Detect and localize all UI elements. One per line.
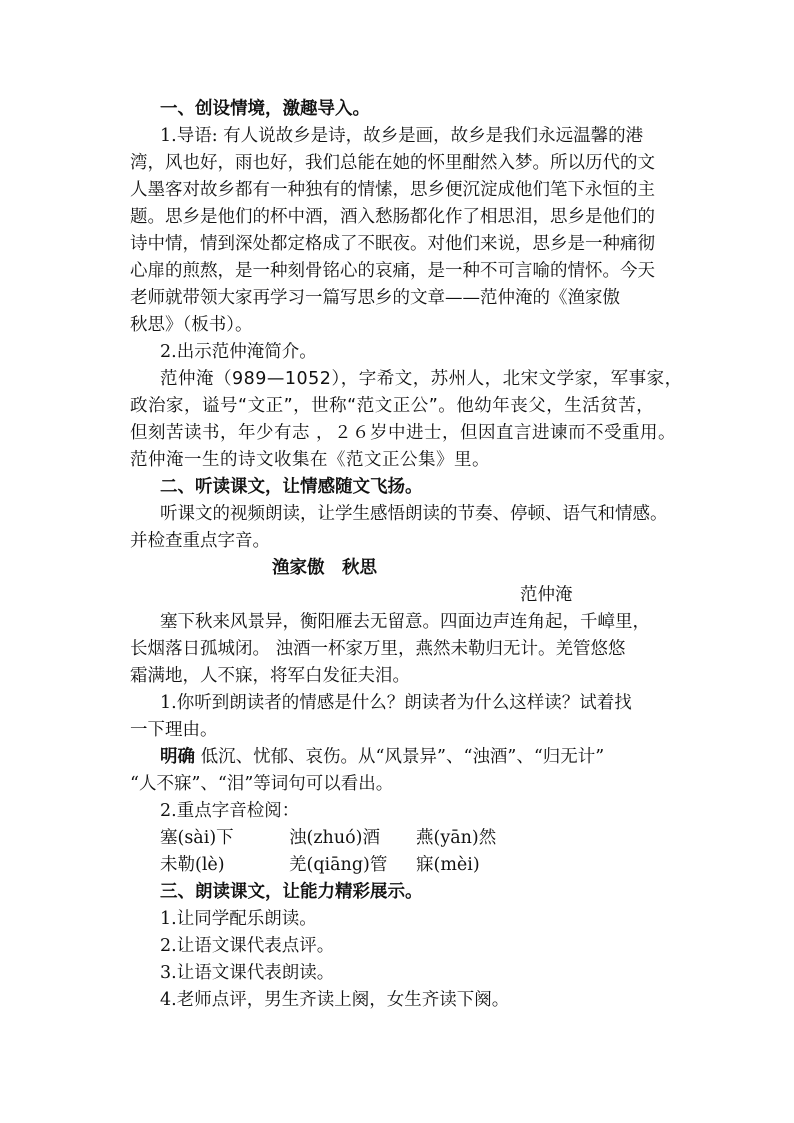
poem-line-2: 长烟落日孤城闭。 浊酒一杯家万里，燕然未勒归无计。羌管悠悠 — [130, 639, 626, 659]
intro-line-7: 老师就带领大家再学习一篇写思乡的文章——范仲淹的《渔家傲 — [130, 288, 620, 308]
question-1-line-1: 1.你听到朗读者的情感是什么？朗读者为什么这样读？试着找 — [160, 693, 632, 713]
pronunciation-item: 塞(sài)下 — [160, 828, 234, 848]
intro-line-3: 人墨客对故乡都有一种独有的情愫，思乡便沉淀成他们笔下永恒的主 — [130, 180, 655, 200]
intro-line-2: 湾，风也好，雨也好，我们总能在她的怀里酣然入梦。所以历代的文 — [130, 153, 655, 173]
reading-item-4: 4.老师点评，男生齐读上阕，女生齐读下阕。 — [160, 990, 510, 1010]
pronunciation-row-2 — [130, 852, 686, 879]
bio-heading: 2.出示范仲淹简介。 — [160, 342, 317, 362]
intro-line-6: 心扉的煎熬，是一种刻骨铭心的哀痛，是一种不可言喻的情怀。今天 — [130, 261, 655, 281]
pronunciation-item: 羌(qiāng)管 — [289, 855, 388, 875]
pronunciation-heading: 2.重点字音检阅： — [160, 801, 300, 821]
listen-desc-line-2: 并检查重点字音。 — [130, 531, 270, 551]
pronunciation-item: 未勒(lè) — [160, 855, 225, 875]
poem-line-3: 霜满地，人不寐，将军白发征夫泪。 — [130, 666, 410, 686]
section-2-heading: 二、听读课文，让情感随文飞扬。 — [160, 477, 423, 497]
intro-line-1: 1.导语: 有人说故乡是诗，故乡是画，故乡是我们永远温馨的港 — [160, 126, 644, 146]
intro-line-4: 题。思乡是他们的杯中酒，酒入愁肠都化作了相思泪，思乡是他们的 — [130, 207, 655, 227]
bio-line-2: 政治家，谥号“文正”，世称“范文正公”。他幼年丧父，生活贫苦， — [130, 396, 655, 416]
reading-item-2: 2.让语文课代表点评。 — [160, 936, 335, 956]
listen-desc-line-1: 听课文的视频朗读，让学生感悟朗读的节奏、停顿、语气和情感。 — [160, 504, 668, 524]
answer-text: 低沉、忧郁、哀伤。从“风景异”、“浊酒”、“归无计” — [195, 747, 605, 767]
answer-label: 明确 — [160, 747, 195, 767]
section-1-heading: 一、创设情境，激趣导入。 — [160, 99, 370, 119]
poem-title: 渔家傲 秋思 — [272, 558, 377, 578]
bio-line-1: 范仲淹（989—1052），字希文，苏州人，北宋文学家，军事家， — [160, 369, 683, 389]
poem-line-1: 塞下秋来风景异，衡阳雁去无留意。四面边声连角起，千嶂里， — [160, 612, 650, 632]
bio-line-4: 范仲淹一生的诗文收集在《范文正公集》里。 — [130, 450, 490, 470]
pronunciation-row-1 — [130, 825, 686, 852]
section-3-heading: 三、朗读课文，让能力精彩展示。 — [160, 882, 423, 902]
poem-author: 范仲淹 — [520, 585, 573, 605]
answer-line-1 — [130, 744, 686, 771]
bio-line-3: 但刻苦读书，年少有志 ，２６岁中进士，但因直言进谏而不受重用。 — [130, 423, 677, 443]
document-page — [130, 96, 686, 1014]
pronunciation-item: 燕(yān)然 — [416, 828, 497, 848]
pronunciation-item: 浊(zhuó)酒 — [289, 828, 380, 848]
intro-line-8: 秋思》（板书）。 — [130, 315, 253, 335]
question-1-line-2: 一下理由。 — [130, 720, 218, 740]
reading-item-1: 1.让同学配乐朗读。 — [160, 909, 317, 929]
reading-item-3: 3.让语文课代表朗读。 — [160, 963, 335, 983]
answer-line-2: “人不寐”、“泪”等词句可以看出。 — [130, 774, 394, 794]
pronunciation-item: 寐(mèi) — [416, 855, 480, 875]
intro-line-5: 诗中情，情到深处都定格成了不眠夜。对他们来说，思乡是一种痛彻 — [130, 234, 655, 254]
